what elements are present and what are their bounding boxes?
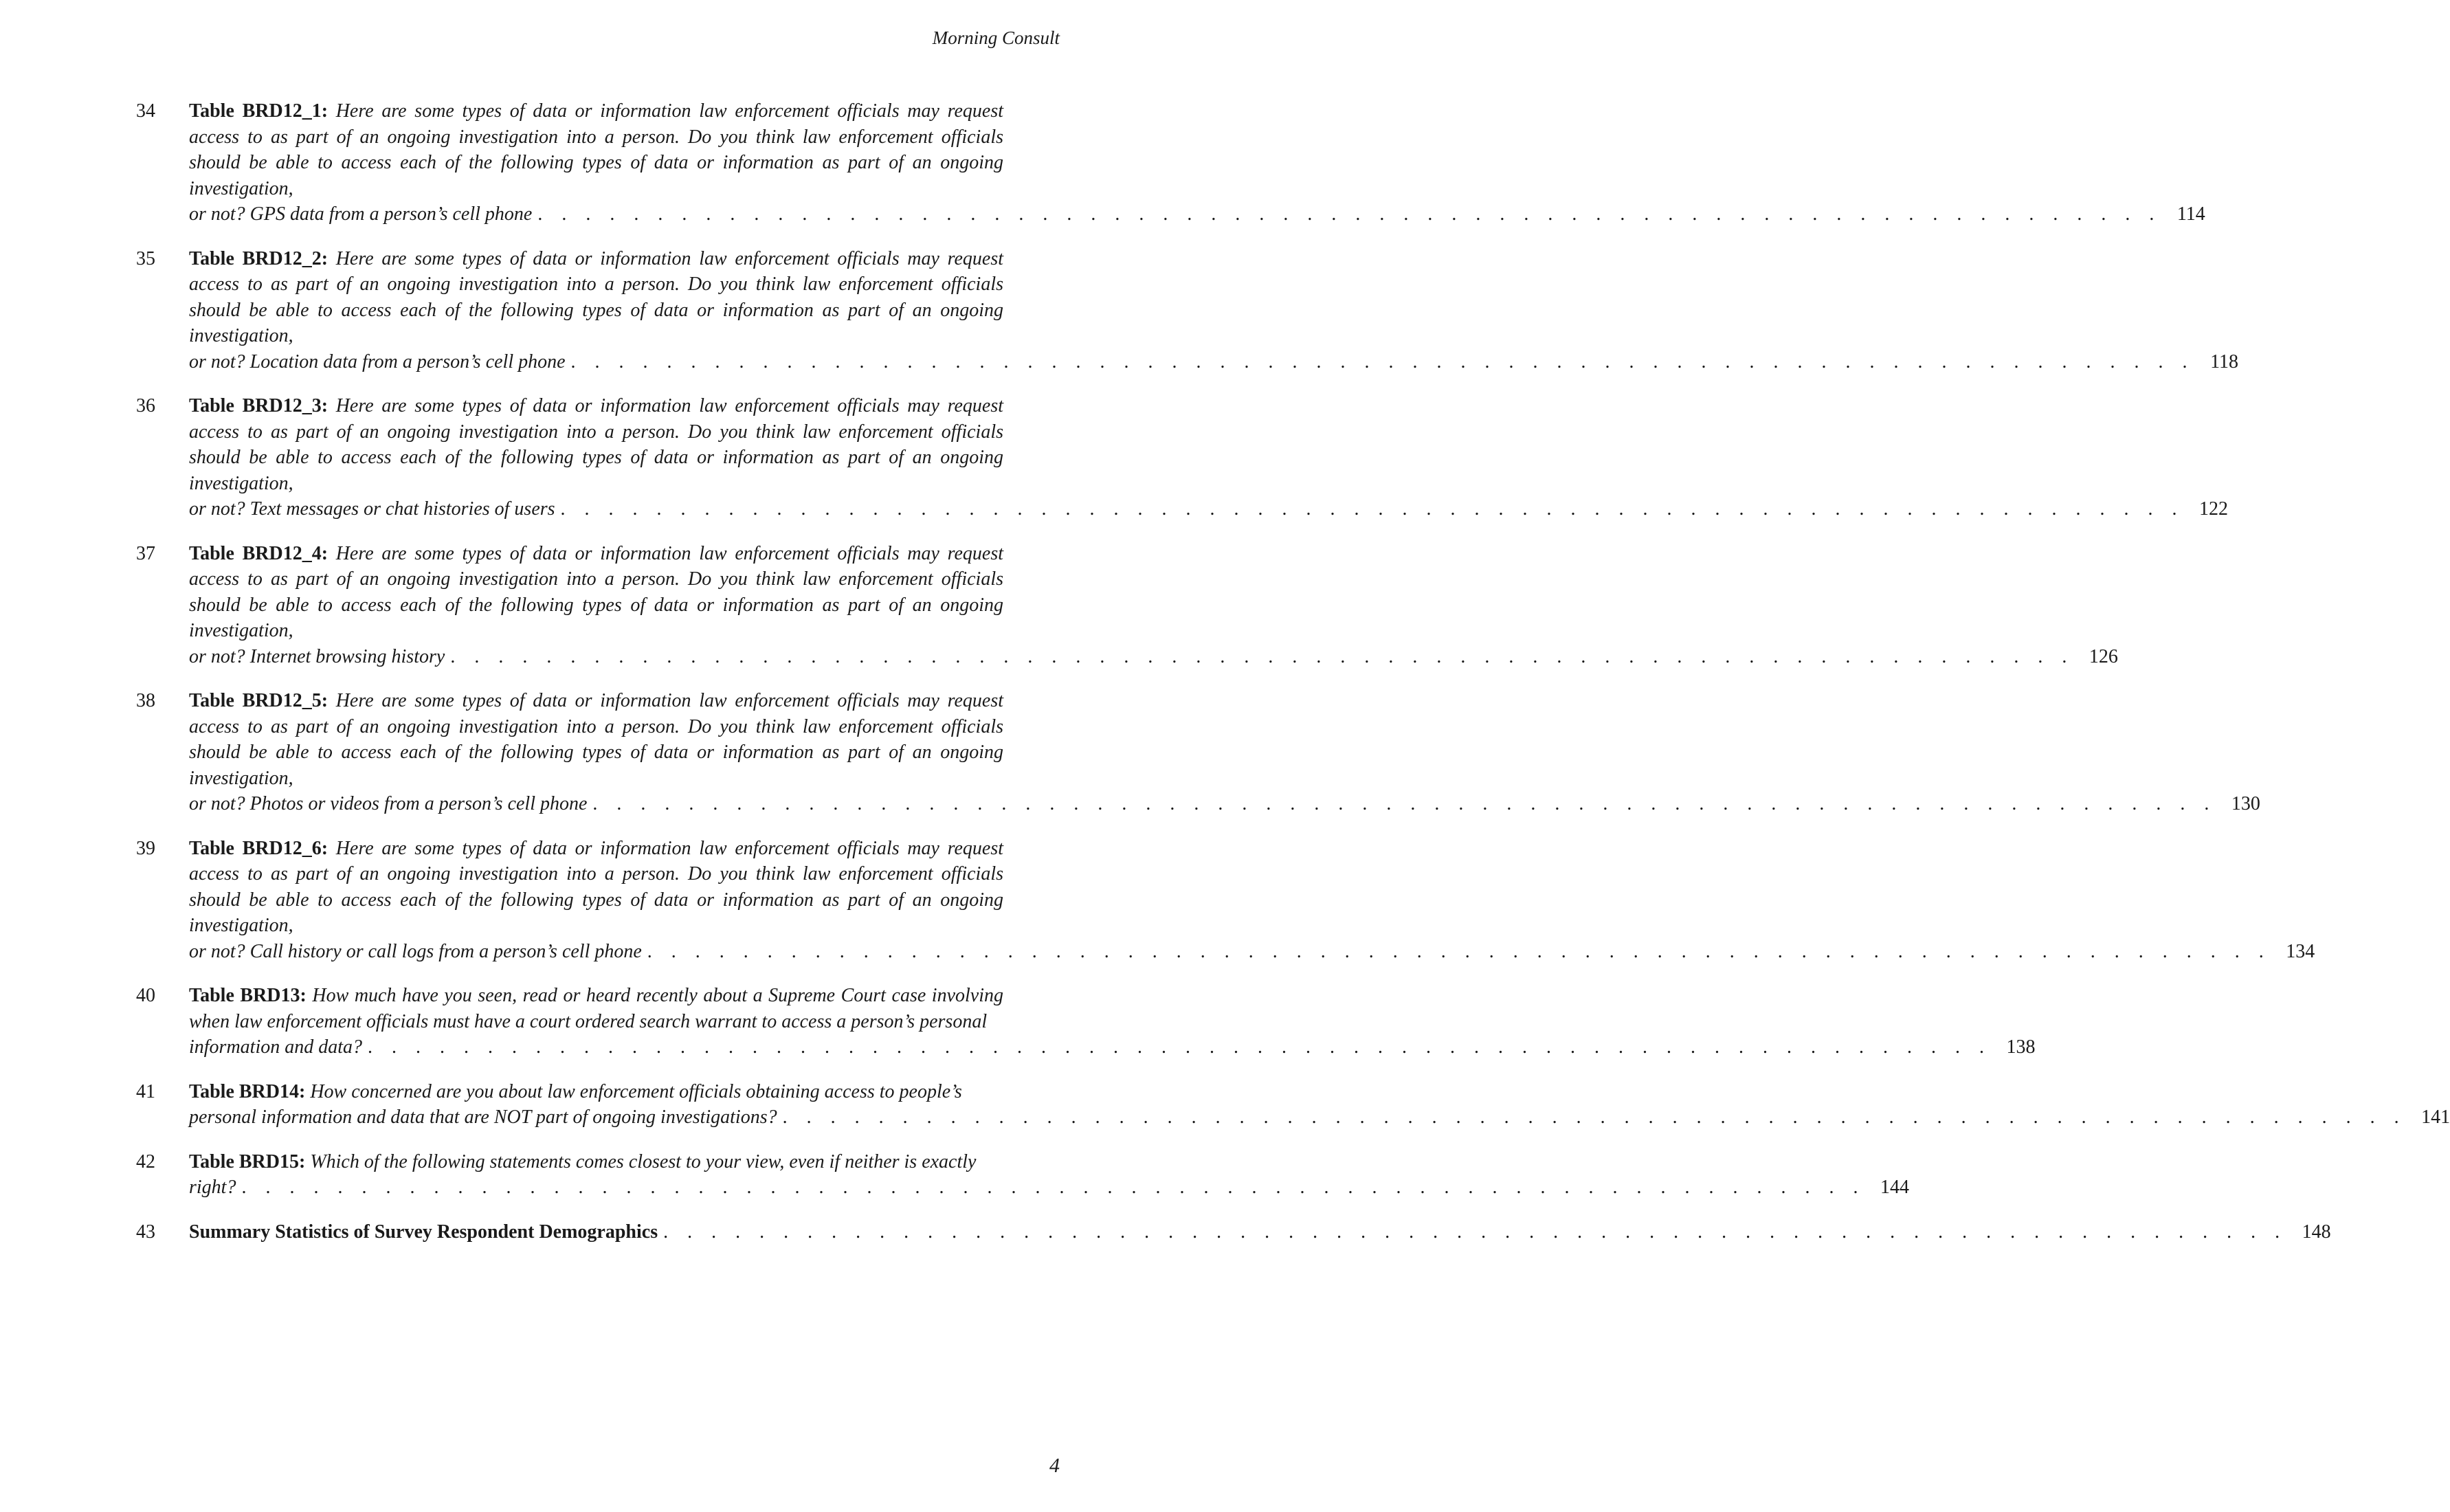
dot-leader: . . . . . . . . . . . . . . . . . . . . . . . . . . . . . . . . . . . . . . . . . . . . . . . . . . . . . . . . . . . . . . . . . . . . <box>592 793 2216 814</box>
toc-entry[interactable] <box>136 1079 2450 1131</box>
entry-lead: Table BRD12_3: <box>189 395 328 416</box>
entry-description: Here are some types of data or information law enforcement officials may request access to as part of an ongoing investigation into a person. Do you think law enforcement officials should be able to access each of the following types of data or information as part of an ongoing investigation, <box>189 395 1003 494</box>
entry-number: 41 <box>136 1080 155 1102</box>
entry-lead: Table BRD12_5: <box>189 690 328 711</box>
dot-leader: . . . . . . . . . . . . . . . . . . . . . . . . . . . . . . . . . . . . . . . . . . . . . . . . . . . . . . . . . . . . . . . . . . . . <box>647 940 2271 962</box>
entry-number: 36 <box>136 395 155 416</box>
entry-lead: Table BRD12_2: <box>189 247 328 269</box>
dot-leader: . . . . . . . . . . . . . . . . . . . . . . . . . . . . . . . . . . . . . . . . . . . . . . . . . . . . . . . . . . . . . . . . . . . . <box>537 203 2161 225</box>
dot-leader: . . . . . . . . . . . . . . . . . . . . . . . . . . . . . . . . . . . . . . . . . . . . . . . . . . . . . . . . . . . . . . . . . . . . <box>368 1036 1992 1058</box>
dot-leader: . . . . . . . . . . . . . . . . . . . . . . . . . . . . . . . . . . . . . . . . . . . . . . . . . . . . . . . . . . . . . . . . . . . . <box>241 1177 1865 1198</box>
entry-description: How concerned are you about law enforcement officials obtaining access to people’s <box>310 1080 962 1102</box>
dot-leader: . . . . . . . . . . . . . . . . . . . . . . . . . . . . . . . . . . . . . . . . . . . . . . . . . . . . . . . . . . . . . . . . . . . . <box>560 498 2185 520</box>
entry-page[interactable]: 118 <box>2210 351 2239 373</box>
entry-lead: Table BRD14: <box>189 1080 306 1102</box>
entry-last-line: or not? Text messages or chat histories of users <box>189 498 555 520</box>
toc-entry[interactable] <box>136 688 2260 817</box>
entry-page[interactable]: 114 <box>2176 203 2205 225</box>
entry-page[interactable]: 130 <box>2231 793 2260 814</box>
entry-lead: Table BRD12_1: <box>189 100 328 122</box>
entry-number: 39 <box>136 837 155 859</box>
entry-page[interactable]: 148 <box>2302 1221 2331 1243</box>
entry-page[interactable]: 144 <box>1880 1177 1909 1198</box>
running-header: Morning Consult <box>932 27 1060 48</box>
entry-description: Here are some types of data or information law enforcement officials may request access to as part of an ongoing investigation into a person. Do you think law enforcement officials should be able to access each of the following types of data or information as part of an ongoing investigation, <box>189 690 1003 789</box>
dot-leader: . . . . . . . . . . . . . . . . . . . . . . . . . . . . . . . . . . . . . . . . . . . . . . . . . . . . . . . . . . . . . . . . . . . . <box>782 1107 2407 1128</box>
entry-last-line: information and data? <box>189 1036 363 1058</box>
toc-entry-summary[interactable] <box>136 1219 2331 1245</box>
entry-page[interactable]: 141 <box>2421 1107 2450 1128</box>
toc-entry[interactable] <box>136 1149 1909 1201</box>
entry-number: 40 <box>136 985 155 1006</box>
entry-description: Here are some types of data or information law enforcement officials may request access to as part of an ongoing investigation into a person. Do you think law enforcement officials should be able to access each of the following types of data or information as part of an ongoing investigation, <box>189 247 1003 346</box>
page-number: 4 <box>1049 1454 1060 1477</box>
entry-lead: Table BRD12_6: <box>189 837 328 859</box>
summary-label: Summary Statistics of Survey Respondent Demographics <box>189 1221 658 1243</box>
dot-leader: . . . . . . . . . . . . . . . . . . . . . . . . . . . . . . . . . . . . . . . . . . . . . . . . . . . . . . . . . . . . . . . . . . . . <box>450 645 2074 667</box>
entry-number: 35 <box>136 247 155 269</box>
dot-leader: . . . . . . . . . . . . . . . . . . . . . . . . . . . . . . . . . . . . . . . . . . . . . . . . . . . . . . . . . . . . . . . . . . . . <box>570 351 2195 373</box>
entry-number: 43 <box>136 1221 155 1243</box>
toc-entry[interactable] <box>136 246 2239 375</box>
entry-last-line: or not? Location data from a person’s cell phone <box>189 351 566 373</box>
entry-last-line: or not? Internet browsing history <box>189 645 445 667</box>
entry-page[interactable]: 126 <box>2089 645 2118 667</box>
entry-page[interactable]: 134 <box>2286 940 2315 962</box>
entry-description: Here are some types of data or information law enforcement officials may request access to as part of an ongoing investigation into a person. Do you think law enforcement officials should be able to access each of the following types of data or information as part of an ongoing investigation, <box>189 837 1003 936</box>
entry-page[interactable]: 122 <box>2199 498 2229 520</box>
toc-entry[interactable] <box>136 541 2118 670</box>
toc-entry[interactable] <box>136 393 2229 522</box>
entry-lead: Table BRD13: <box>189 985 307 1006</box>
dot-leader: . . . . . . . . . . . . . . . . . . . . . . . . . . . . . . . . . . . . . . . . . . . . . . . . . . . . . . . . . . . . . . . . . . . . <box>663 1221 2287 1243</box>
entry-last-line: personal information and data that are NOT part of ongoing investigations? <box>189 1107 777 1128</box>
toc-entry[interactable] <box>136 983 2036 1060</box>
entry-lead: Table BRD12_4: <box>189 542 328 564</box>
entry-description: How much have you seen, read or heard recently about a Supreme Court case involving when law enforcement officials must have a court ordered search warrant to access a person’s personal <box>189 985 1003 1032</box>
entry-last-line: or not? GPS data from a person’s cell phone <box>189 203 533 225</box>
toc-entry[interactable] <box>136 836 2315 965</box>
table-of-contents <box>136 98 2450 1263</box>
entry-description: Here are some types of data or information law enforcement officials may request access to as part of an ongoing investigation into a person. Do you think law enforcement officials should be able to access each of the following types of data or information as part of an ongoing investigation, <box>189 100 1003 199</box>
entry-number: 42 <box>136 1150 155 1172</box>
entry-page[interactable]: 138 <box>2006 1036 2036 1058</box>
entry-number: 38 <box>136 690 155 711</box>
entry-number: 34 <box>136 100 155 122</box>
entry-number: 37 <box>136 542 155 564</box>
entry-lead: Table BRD15: <box>189 1150 306 1172</box>
entry-description: Which of the following statements comes closest to your view, even if neither is exactly <box>310 1150 977 1172</box>
toc-entry[interactable] <box>136 98 2205 227</box>
entry-description: Here are some types of data or information law enforcement officials may request access to as part of an ongoing investigation into a person. Do you think law enforcement officials should be able to access each of the following types of data or information as part of an ongoing investigation, <box>189 542 1003 641</box>
entry-last-line: or not? Photos or videos from a person’s cell phone <box>189 793 588 814</box>
entry-last-line: right? <box>189 1177 236 1198</box>
entry-last-line: or not? Call history or call logs from a person’s cell phone <box>189 940 642 962</box>
